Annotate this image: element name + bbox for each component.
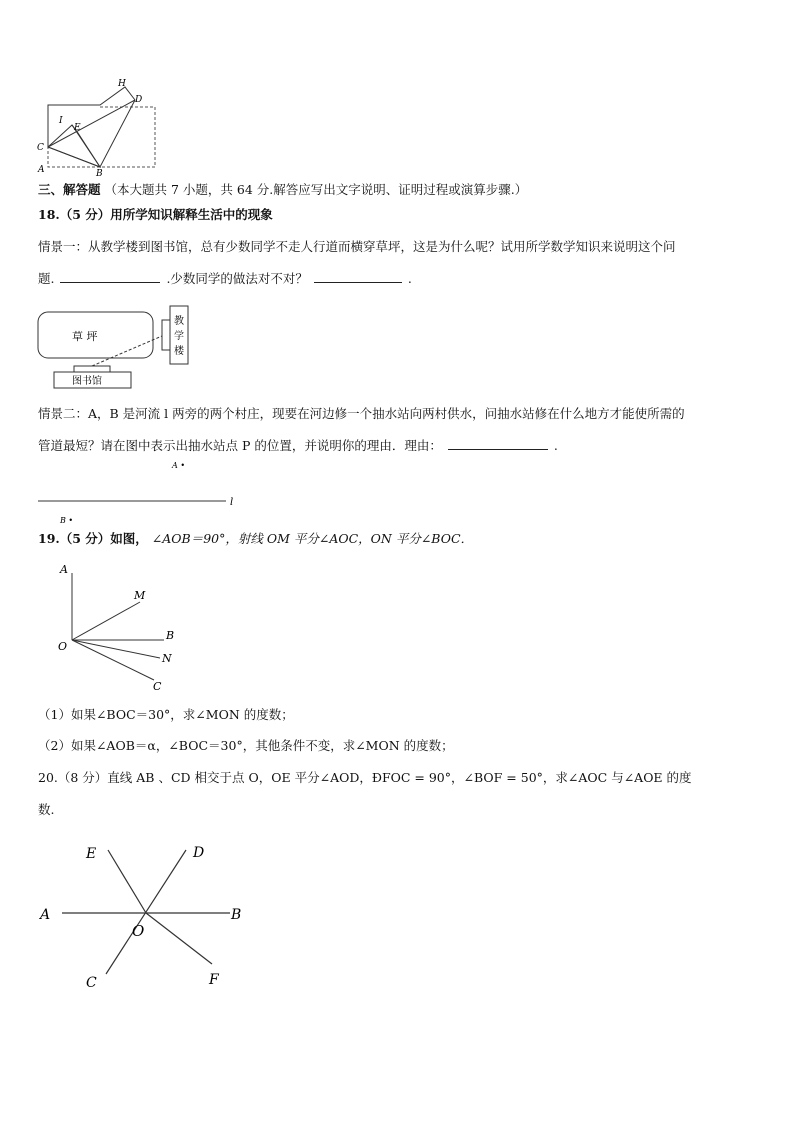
fig17-label-d: D (135, 95, 143, 105)
q18-campus-diagram (36, 302, 201, 394)
shortcut-dashed-line (92, 336, 162, 366)
q19-label-m: M (134, 589, 146, 602)
lawn-label: 草 坪 (72, 330, 98, 343)
q19-part2: （2）如果∠AOB＝α，∠BOC＝30°，其他条件不变，求∠MON 的度数； (38, 738, 454, 753)
library-door (74, 366, 110, 372)
q18-s1-line2 (38, 270, 412, 288)
fig17-label-i: I (59, 116, 63, 126)
q18-answer-blank-2[interactable] (314, 270, 402, 283)
ray-oc (72, 640, 154, 680)
fig17-label-h: H (118, 79, 126, 89)
q20-label-e: E (86, 846, 97, 862)
q19-title-a: 19.（5 分）如图， (38, 531, 148, 546)
q18-answer-blank-1[interactable] (60, 270, 160, 283)
building-label-3: 楼 (174, 346, 184, 357)
building-label-1: 教 (174, 316, 184, 327)
q18-s1-text-a: 题. (38, 271, 55, 286)
q19-label-n: N (162, 652, 172, 665)
q20-line1: 20.（8 分）直线 AB 、CD 相交于点 O，OE 平分∠AOD，ÐFOC = 90°，∠BOF = 50°，求∠AOC 与∠AOE 的度 (38, 770, 692, 785)
section-header (38, 181, 527, 199)
q18-river-diagram (36, 455, 246, 530)
q19-title-b: ∠AOB＝90°，射线 OM 平分∠AOC，ON 平分∠BOC． (151, 531, 474, 546)
q18-s1-line1: 情景一：从教学楼到图书馆，总有少数同学不走人行道而横穿草坪，这是为什么呢？试用所学数学知识来说明这个问 (38, 239, 676, 254)
fig17-label-c: C (37, 143, 44, 153)
q18-s2-line2 (38, 437, 558, 455)
q19-label-c: C (153, 680, 162, 693)
ray-oe (108, 850, 146, 913)
q19-label-b: B (166, 629, 175, 642)
q18-s1-text-b: .少数同学的做法对不对？ (166, 271, 308, 286)
fig17-label-b: B (96, 169, 103, 179)
section-note: （本大题共 7 小题，共 64 分.解答应写出文字说明、证明过程或演算步骤.） (104, 182, 528, 197)
building-label-2: 学 (174, 331, 184, 342)
ray-on (72, 640, 160, 658)
q20-label-o: O (132, 922, 145, 940)
section-title: 三、解答题 (38, 182, 101, 197)
q19-angle-diagram (52, 558, 192, 698)
q18-s2-text-b: . (553, 438, 558, 453)
building-door (162, 320, 170, 350)
q18-title: 18.（5 分）用所学知识解释生活中的现象 (38, 207, 273, 222)
q18-s2-text-a: 管道最短？请在图中表示出抽水站点 P 的位置，并说明你的理由．理由： (38, 438, 442, 453)
q19-title (38, 530, 473, 548)
q20-label-c: C (86, 975, 97, 991)
q19-label-o: O (58, 640, 68, 653)
fig17-diagram (30, 75, 165, 180)
fig17-label-e: E (74, 123, 81, 133)
village-b-point: B • (60, 516, 74, 525)
q20-line2: 数. (38, 802, 55, 817)
fig17-label-a: A (38, 165, 45, 175)
ray-of (146, 913, 212, 964)
library-label: 图书馆 (72, 376, 102, 387)
q18-s2-line1: 情景二：A，B 是河流 l 两旁的两个村庄，现要在河边修一个抽水站向两村供水，问抽水站修在什么地方才能使所需的 (38, 406, 685, 421)
village-a-point: A • (172, 461, 186, 470)
q20-label-f: F (209, 972, 219, 988)
ray-om (72, 602, 140, 640)
fig17-dashed-rect (48, 107, 155, 167)
q20-label-a: A (40, 907, 51, 923)
q20-intersect-diagram (36, 838, 256, 998)
q20-label-d: D (193, 845, 205, 861)
q18-reason-blank[interactable] (448, 437, 548, 450)
q19-part1: （1）如果∠BOC＝30°，求∠MON 的度数； (38, 707, 294, 722)
q18-s1-text-c: . (407, 271, 412, 286)
q20-label-b: B (231, 907, 242, 923)
river-label-l: l (230, 497, 234, 508)
q19-label-a: A (60, 563, 68, 576)
